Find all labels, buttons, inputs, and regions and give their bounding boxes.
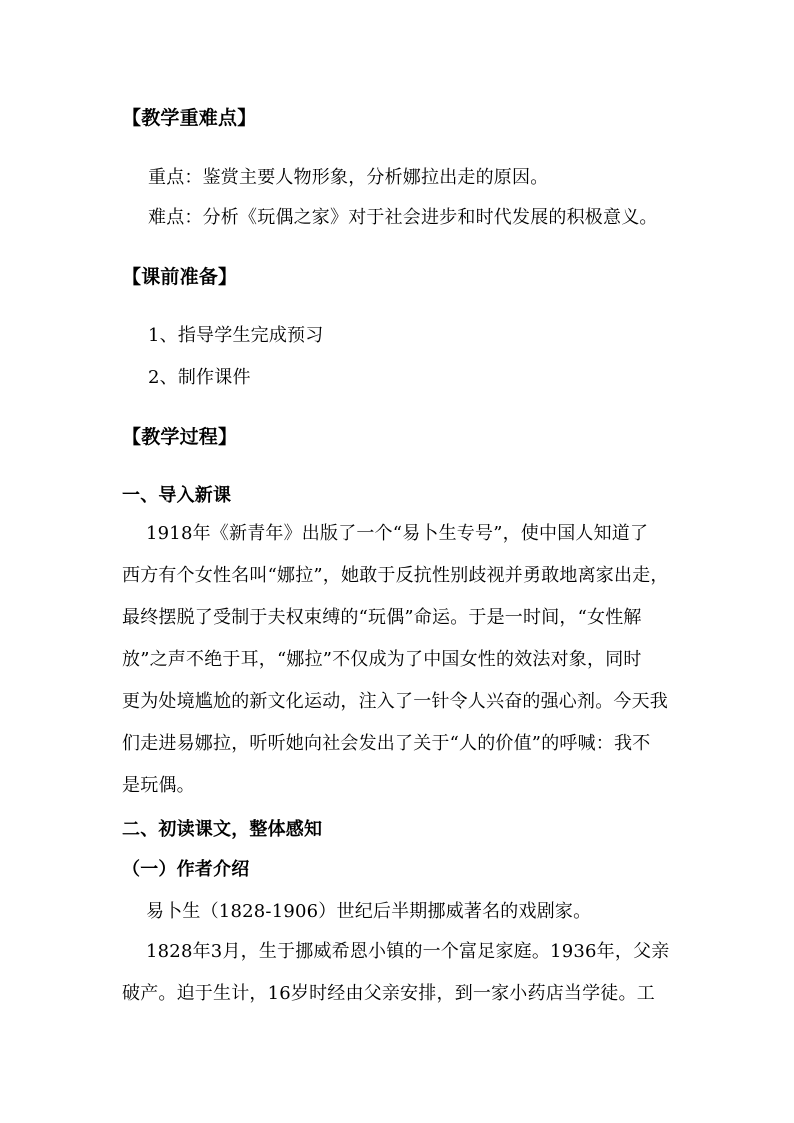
heading-process: 【教学过程】	[122, 426, 238, 448]
heading-preparation: 【课前准备】	[122, 266, 238, 288]
part1-line-6: 们走进易娜拉，听听她向社会发出了关于“人的价值”的呼喊：我不	[122, 733, 651, 754]
part1-line-3: 最终摆脱了受制于夫权束缚的“玩偶”命运。于是一时间，“女性解	[122, 607, 642, 628]
part1-line-7: 是玩偶。	[122, 775, 195, 796]
part1-line-4: 放”之声不绝于耳，“娜拉”不仅成为了中国女性的效法对象，同时	[122, 649, 642, 670]
part1-line-2: 西方有个女性名叫“娜拉”，她敢于反抗性别歧视并勇敢地离家出走，	[122, 565, 669, 586]
heading-key-points: 【教学重难点】	[122, 107, 257, 129]
emphasis-text: 重点：鉴赏主要人物形象，分析娜拉出走的原因。	[148, 167, 549, 188]
author-intro-text: 易卜生（1828-1906）世纪后半期挪威著名的戏剧家。	[146, 901, 592, 922]
part1-title: 一、导入新课	[122, 485, 232, 506]
prep-item-1: 1、指导学生完成预习	[148, 325, 324, 346]
part1-line-5: 更为处境尴尬的新文化运动，注入了一针令人兴奋的强心剂。今天我	[122, 691, 668, 712]
part2-title: 二、初读课文，整体感知	[122, 819, 323, 840]
bio-line-1: 1828年3月，生于挪威希恩小镇的一个富足家庭。1936年，父亲	[146, 941, 670, 962]
part1-line-1: 1918年《新青年》出版了一个“易卜生专号”，使中国人知道了	[146, 523, 649, 544]
bio-line-2: 破产。迫于生计，16岁时经由父亲安排，到一家小药店当学徒。工	[122, 983, 655, 1004]
author-intro-heading: （一）作者介绍	[122, 859, 250, 880]
difficulty-text: 难点：分析《玩偶之家》对于社会进步和时代发展的积极意义。	[148, 207, 658, 228]
prep-item-2: 2、制作课件	[148, 367, 251, 388]
